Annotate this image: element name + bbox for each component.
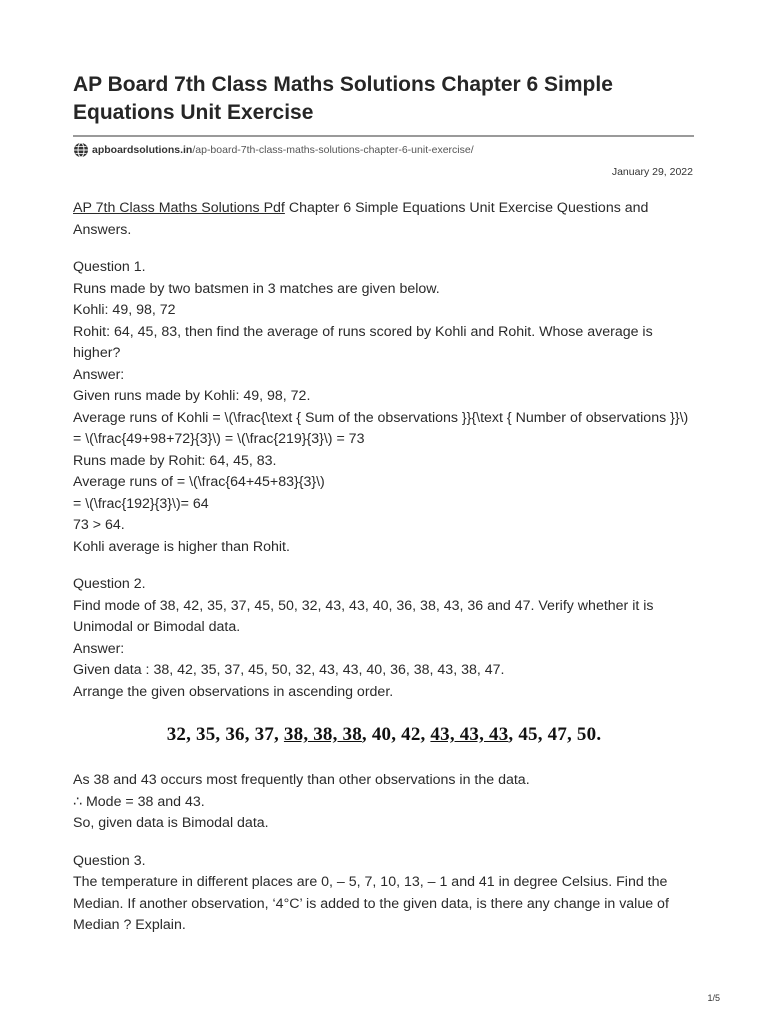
source-url[interactable]: [73, 141, 474, 159]
source-domain[interactable]: apboardsolutions.in: [92, 144, 193, 156]
q2-line: Given data : 38, 42, 35, 37, 45, 50, 32, 43, 43, 40, 36, 38, 43, 38, 47.: [73, 662, 505, 678]
q1-line: Question 1.: [73, 259, 146, 275]
q1-line: Average runs of = \(\frac{64+45+83}{3}\): [73, 474, 325, 490]
article-body: [73, 198, 695, 937]
solutions-link[interactable]: AP 7th Class Maths Solutions Pdf: [73, 200, 285, 216]
q3-line: The temperature in different places are 0, – 5, 7, 10, 13, – 1 and 41 in degree Celsius. Find the Median. If another observation, ‘4°C’ is added to the given data, is there any change in value of Median ? Explain.: [73, 874, 669, 933]
q2-line: Answer:: [73, 640, 125, 657]
q2-line: So, given data is Bimodal data.: [73, 815, 269, 831]
source-path[interactable]: /ap-board-7th-class-maths-solutions-chapter-6-unit-exercise/: [192, 144, 474, 156]
title-divider: [73, 135, 694, 137]
q1-line: Average runs of Kohli = \(\frac{\text { Sum of the observations }}{\text { Number of observations }}\) = \(\frac{49+98+72}{3}\) = \(\frac{219}{3}\) = 73: [73, 409, 689, 447]
publish-date: January 29, 2022: [611, 166, 693, 178]
question-2: [73, 574, 695, 835]
q1-line: Runs made by Rohit: 64, 45, 83.: [73, 452, 277, 469]
q2-line: Question 2.: [73, 576, 146, 592]
sorted-underlined-43: 43, 43, 43: [430, 724, 509, 745]
page-number: 1/5: [707, 993, 720, 1003]
q3-line: Question 3.: [73, 852, 146, 869]
q1-line: Kohli: 49, 98, 72: [73, 302, 176, 318]
q2-line: Arrange the given observations in ascending order.: [73, 683, 394, 700]
sorted-part: , 40, 42,: [361, 724, 431, 745]
q1-line: = \(\frac{192}{3}\)= 64: [73, 495, 209, 512]
q2-line: Find mode of 38, 42, 35, 37, 45, 50, 32, 43, 43, 40, 36, 38, 43, 36 and 47. Verify whether it is Unimodal or Bimodal data.: [73, 597, 654, 635]
page-title: AP Board 7th Class Maths Solutions Chapter 6 Simple Equations Unit Exercise: [73, 73, 613, 124]
q1-line: Runs made by two batsmen in 3 matches are given below.: [73, 280, 440, 297]
sorted-underlined-38: 38, 38, 38: [283, 724, 362, 745]
q1-line: 73 > 64.: [73, 517, 125, 533]
q1-line: Kohli average is higher than Rohit.: [73, 538, 290, 555]
q2-line: ∴ Mode = 38 and 43.: [73, 793, 205, 810]
globe-icon: [73, 142, 89, 158]
intro-paragraph: [73, 198, 695, 241]
q2-line: As 38 and 43 occurs most frequently than other observations in the data.: [73, 772, 530, 788]
q1-line: Given runs made by Kohli: 49, 98, 72.: [73, 388, 311, 404]
sorted-part: , 45, 47, 50.: [508, 724, 602, 745]
q1-line: Answer:: [73, 366, 125, 383]
question-3: [73, 851, 695, 937]
question-1: [73, 257, 695, 558]
intro-text: Chapter 6 Simple Equations Unit Exercise Questions and Answers.: [73, 200, 649, 238]
sorted-observations: [73, 722, 695, 748]
sorted-part: 32, 35, 36, 37,: [166, 724, 284, 745]
q1-line: Rohit: 64, 45, 83, then find the average of runs scored by Kohli and Rohit. Whose average is higher?: [73, 323, 653, 361]
